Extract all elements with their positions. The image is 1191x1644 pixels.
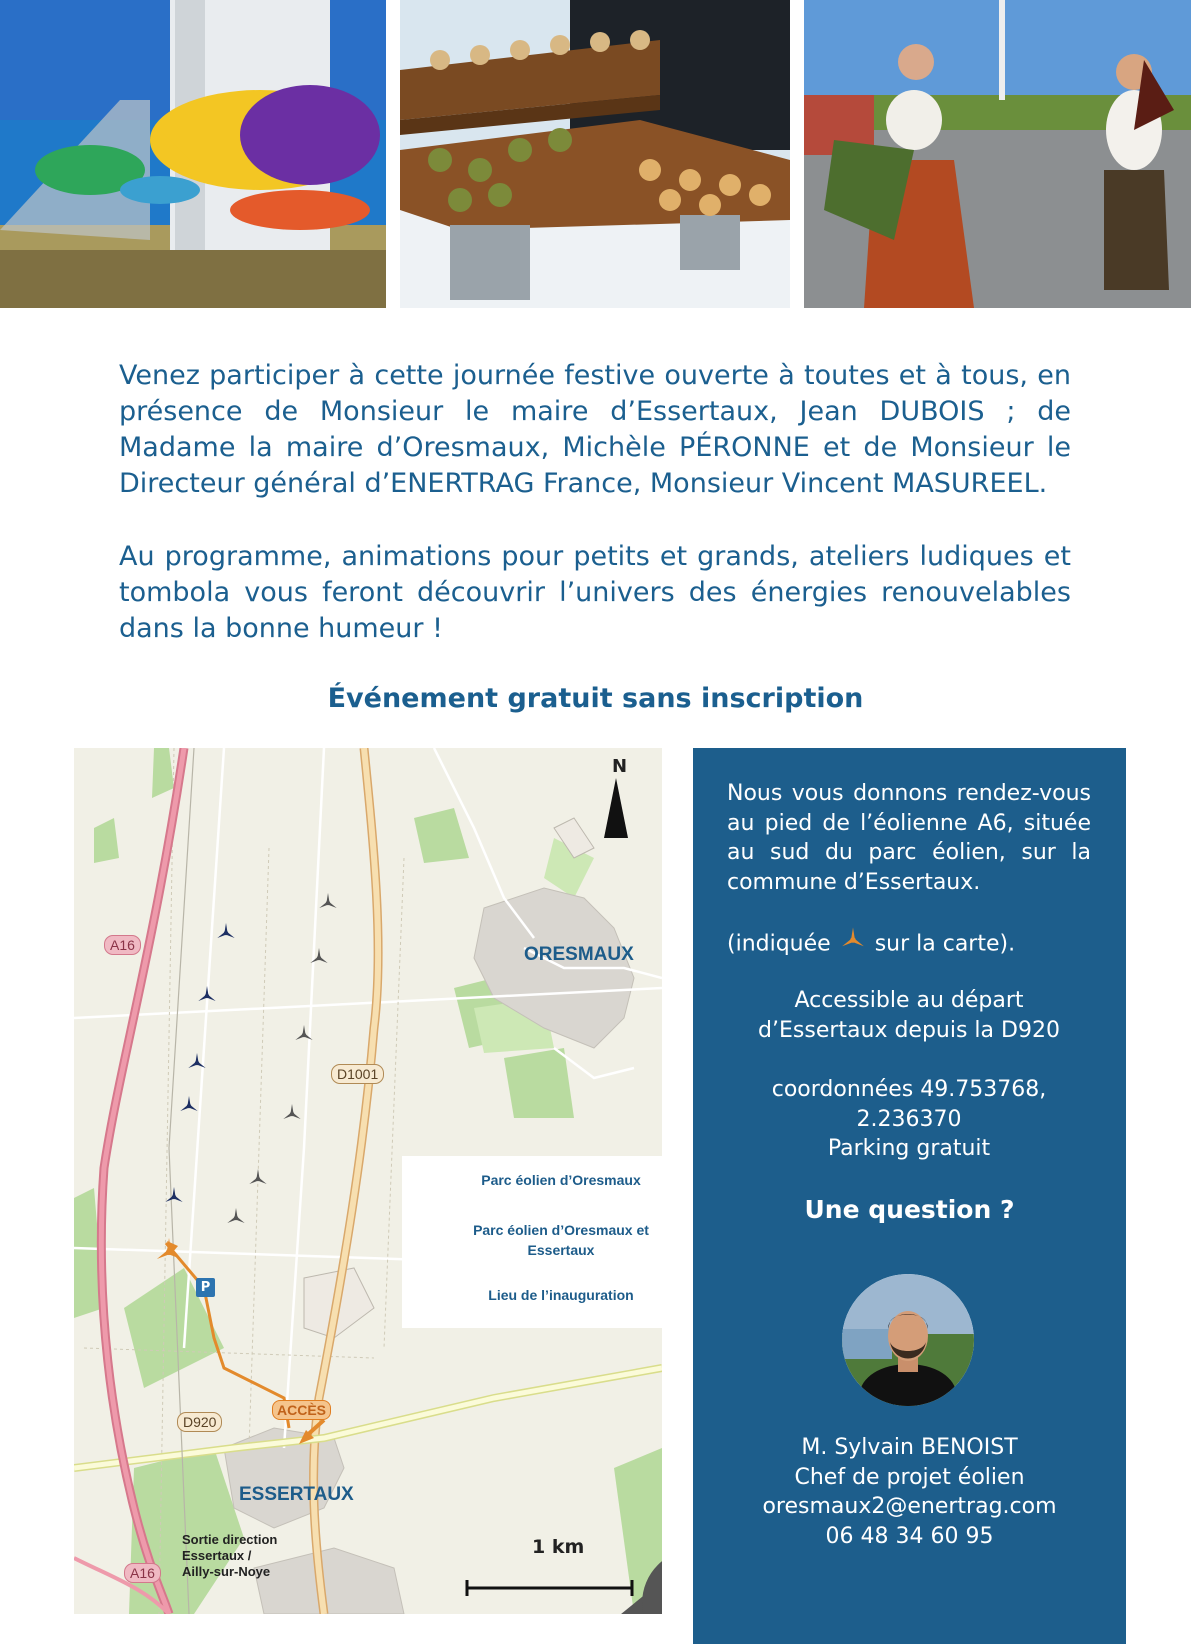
access-text: Accessible au départ d’Essertaux depuis la D920	[758, 988, 1060, 1043]
turbine-orange-icon	[835, 925, 871, 964]
exit-direction-note: Sortie direction Essertaux / Ailly-sur-Noye	[182, 1532, 278, 1579]
map-legend	[402, 1156, 662, 1328]
map-turbine-icon	[198, 986, 217, 1002]
town-essertaux-label: ESSERTAUX	[239, 1484, 354, 1505]
road-a16-top-label: A16	[104, 935, 141, 955]
town-oresmaux-label: ORESMAUX	[524, 944, 634, 965]
legend-label-oresmaux: Parc éolien d’Oresmaux	[481, 1172, 641, 1188]
intro-paragraph-2: Au programme, animations pour petits et grands, ateliers ludiques et tombola vous feront découvrir l’univers des énergies renouvelables dans la bonne humeur !	[119, 541, 1071, 644]
photo-wind-turbine-fish-kites	[0, 0, 386, 308]
map-turbine-icon	[249, 1169, 268, 1185]
map-indication-text	[727, 925, 1091, 964]
parking-icon: P	[196, 1278, 215, 1297]
info-panel	[693, 748, 1126, 1644]
road-a16-bottom-label: A16	[124, 1563, 161, 1583]
question-heading: Une question ?	[804, 1195, 1015, 1224]
map-turbine-icon	[165, 1187, 184, 1203]
photo-buffet	[400, 0, 790, 308]
parking-text: Parking gratuit	[827, 1136, 991, 1161]
map-inauguration-turbine-icon	[156, 1238, 182, 1261]
legend-item-oresmaux	[402, 1170, 662, 1196]
legend-label-oresmaux-essertaux: Parc éolien d’Oresmaux et Essertaux	[473, 1222, 649, 1258]
legend-item-oresmaux-essertaux	[402, 1220, 662, 1266]
road-d1001-label: D1001	[331, 1064, 384, 1084]
scale-bar-label: 1 km	[532, 1536, 585, 1558]
map-turbine-icon	[295, 1025, 314, 1041]
location-map	[74, 748, 662, 1614]
contact-role: Chef de projet éolien	[794, 1464, 1025, 1490]
road-d920-label: D920	[177, 1412, 222, 1432]
map-turbine-icon	[217, 923, 236, 939]
coordinates-text: coordonnées 49.753768, 2.236370	[771, 1077, 1047, 1132]
avatar	[842, 1274, 974, 1406]
contact-email[interactable]: oresmaux2@enertrag.com	[762, 1494, 1057, 1519]
map-indication-before: (indiquée	[727, 931, 831, 957]
map-indication-after: sur la carte).	[874, 931, 1016, 957]
contact-block	[693, 1433, 1126, 1551]
map-turbine-icon	[283, 1104, 302, 1120]
map-turbine-icon	[227, 1208, 246, 1224]
photo-medieval-musicians	[804, 0, 1191, 308]
north-arrow-label: N	[612, 756, 628, 777]
contact-name: M. Sylvain BENOIST	[801, 1435, 1018, 1460]
map-turbine-icon	[188, 1053, 207, 1069]
intro-paragraph-1: Venez participer à cette journée festive ouverte à toutes et à tous, en présence de Monsieur le maire d’Essertaux, Jean DUBOIS ; de Madame la maire d’Oresmaux, Michèle PÉRONNE et de Monsieur le Directeur général d’ENERTRAG France, Monsieur Vincent MASUREEL.	[119, 360, 1071, 499]
turbine-orange-icon	[426, 1278, 662, 1614]
free-event-heading: Événement gratuit sans inscription	[327, 683, 864, 714]
contact-phone[interactable]: 06 48 34 60 95	[825, 1523, 994, 1549]
legend-item-inauguration	[402, 1278, 662, 1314]
map-turbine-icon	[319, 893, 338, 909]
legend-label-inauguration: Lieu de l’inauguration	[488, 1287, 634, 1303]
map-turbine-icon	[310, 948, 329, 964]
map-turbine-icon	[180, 1096, 199, 1112]
meeting-point-text: Nous vous donnons rendez-vous au pied de l’éolienne A6, située au sud du parc éolien, sur la commune d’Essertaux.	[727, 781, 1091, 895]
access-label: ACCÈS	[272, 1400, 331, 1420]
